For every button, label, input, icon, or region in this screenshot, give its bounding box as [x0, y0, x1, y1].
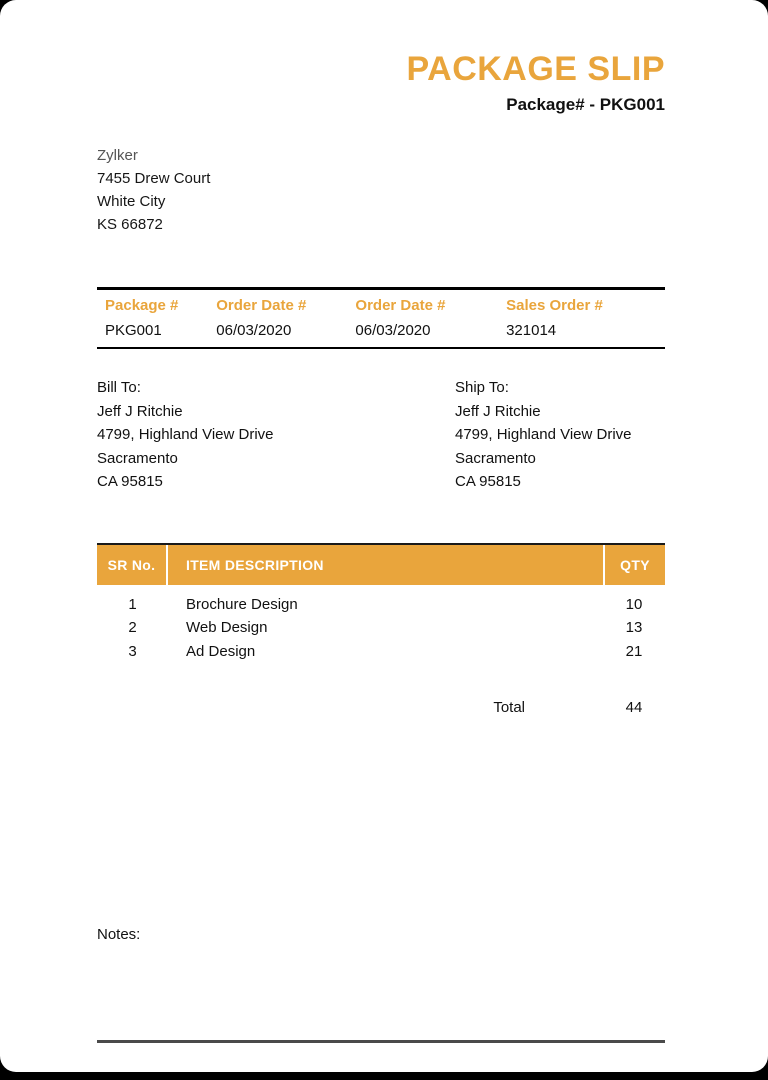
ship-to-label: Ship To: — [455, 379, 509, 396]
addresses-section — [97, 376, 665, 494]
items-table-body — [97, 585, 665, 664]
ship-to-city: Sacramento — [455, 449, 536, 467]
company-name: Zylker — [97, 147, 138, 164]
item-sr: 1 — [128, 595, 137, 613]
items-table — [97, 543, 665, 717]
item-sr: 3 — [128, 642, 137, 660]
ship-to-name: Jeff J Ritchie — [455, 402, 541, 420]
table-row — [97, 593, 665, 617]
bill-to-block — [97, 376, 455, 494]
table-row — [97, 640, 665, 664]
order-info-value-row — [97, 321, 665, 340]
order-info-table — [97, 287, 665, 349]
table-row — [97, 616, 665, 640]
items-header-sr-no: SR No. — [97, 545, 168, 585]
bill-to-name: Jeff J Ritchie — [97, 402, 183, 420]
ship-to-block — [455, 376, 665, 494]
item-description: Brochure Design — [186, 595, 298, 613]
item-qty: 10 — [625, 595, 643, 613]
order-info-header-order-date-2: Order Date # — [355, 297, 446, 314]
bill-to-label: Bill To: — [97, 379, 141, 396]
bill-to-state-zip: CA 95815 — [97, 473, 163, 490]
order-info-value-order-date-2: 06/03/2020 — [355, 322, 431, 339]
order-info-header-package: Package # — [105, 297, 179, 314]
document-title: PACKAGE SLIP — [406, 50, 665, 88]
ship-to-street: 4799, Highland View Drive — [455, 426, 632, 443]
order-info-header-row — [97, 296, 665, 315]
company-city: White City — [97, 193, 166, 210]
package-number: Package# - PKG001 — [506, 95, 665, 114]
item-sr: 2 — [128, 619, 137, 636]
bill-to-city: Sacramento — [97, 449, 178, 467]
order-info-header-sales-order: Sales Order # — [506, 297, 603, 314]
order-info-value-package: PKG001 — [105, 322, 162, 339]
bill-to-street: 4799, Highland View Drive — [97, 426, 274, 443]
items-header-qty: QTY — [603, 545, 665, 585]
item-description: Web Design — [186, 619, 268, 636]
order-info-value-order-date-1: 06/03/2020 — [216, 322, 292, 339]
item-qty: 13 — [625, 619, 643, 636]
item-qty: 21 — [625, 642, 643, 660]
order-info-header-order-date-1: Order Date # — [216, 297, 307, 314]
item-description: Ad Design — [186, 642, 256, 660]
company-address-block — [97, 144, 665, 236]
total-qty-value: 44 — [625, 699, 643, 716]
items-table-header — [97, 543, 665, 585]
bottom-divider-line — [97, 1040, 665, 1043]
items-header-description: ITEM DESCRIPTION — [186, 556, 324, 573]
total-row — [97, 699, 665, 716]
document-header — [97, 0, 665, 115]
company-street: 7455 Drew Court — [97, 170, 211, 187]
total-label: Total — [493, 699, 525, 716]
notes-label: Notes: — [97, 926, 141, 943]
company-state-zip: KS 66872 — [97, 216, 163, 233]
order-info-value-sales-order: 321014 — [506, 322, 557, 339]
ship-to-state-zip: CA 95815 — [455, 473, 521, 490]
